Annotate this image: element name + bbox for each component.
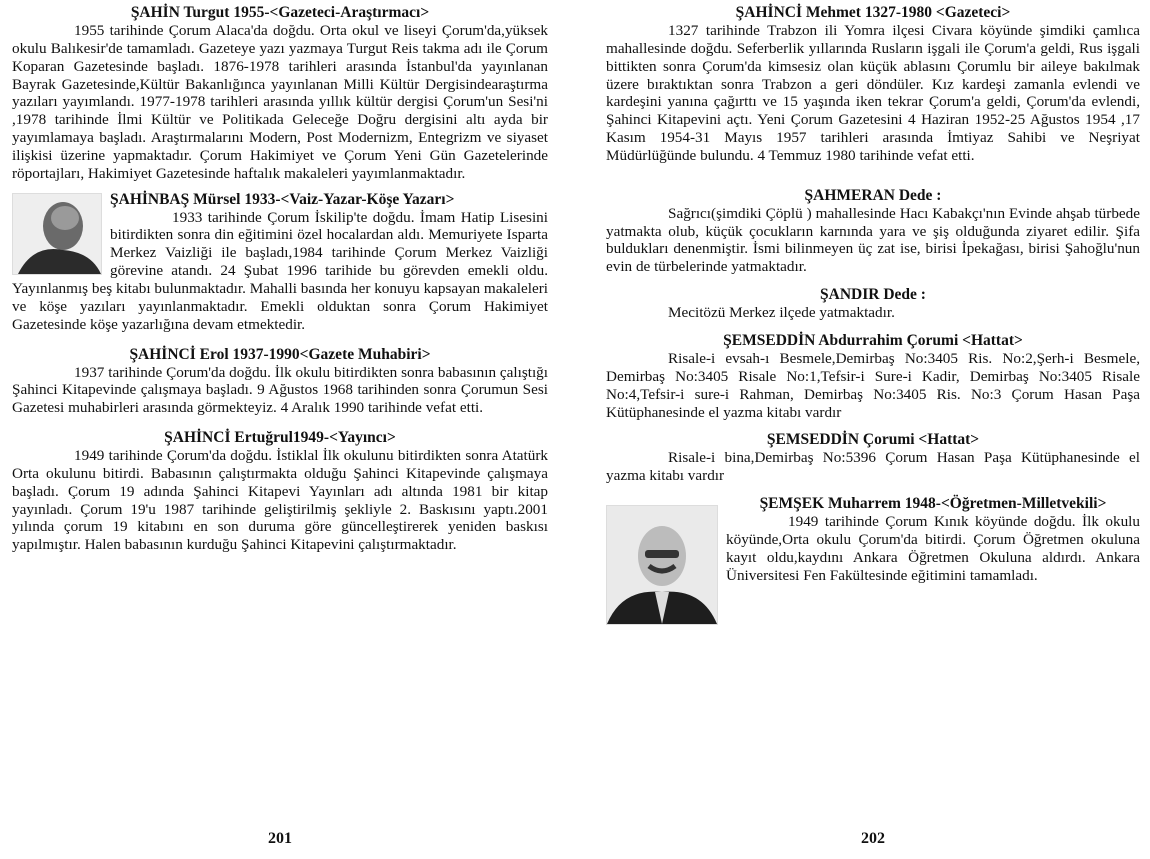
entry-heading: ŞAHİNCİ Mehmet 1327-1980 <Gazeteci> — [735, 4, 1011, 21]
entry-text: 1955 tarihinde Çorum Alaca'da doğdu. Orta okul ve liseyi Çorum'da,yüksek okulu Balıkesir'de tamamladı. Gazeteye yazı yazmaya Turgut Reis takma adı ile Çorum Koparan Gazetesinde başladı. 1876-1978 tarihleri arasında İstanbul'da yayınlanan Bayrak Gazetesinde,Kültür Bakanlığınca yayınlanan Milli Kültür Dergisindearaştırma yazıları yayımlandı. 1977-1978 tarihleri arasında yıllık kültür dergisi Çorum'un Sesi'ni ,1978 tarihinde İlmi Kültür ve Politikada Geleceğe Doğru dergisini altı ayda bir yayımlamaya başladı. Araştırmalarını Modern, Post Modernizm, Entegrizm ve siyaset ilişkisi üzerine yapmaktadır. Çorum Hakimiyet ve Çorum Yeni Gün Gazetelerinde röportajları, Hakimiyet Gazetesinde haftalık makaleleri yayımlanmaktadır. — [12, 22, 548, 182]
entry-sahinci-mehmet — [606, 4, 1140, 165]
entry-text: Mecitözü Merkez ilçede yatmaktadır. — [668, 304, 895, 322]
entry-sahmeran-dede — [606, 187, 1140, 276]
entry-heading: ŞAHİNCİ Erol 1937-1990<Gazete Muhabiri> — [129, 345, 431, 363]
entry-sandir-dede — [606, 286, 1140, 322]
entry-heading: ŞEMSEDDİN Çorumi <Hattat> — [766, 431, 980, 449]
page-number: 202 — [861, 830, 885, 847]
entry-heading: ŞAHİN Turgut 1955-<Gazeteci-Araştırmacı> — [130, 4, 430, 21]
entry-text: 1949 tarihinde Çorum'da doğdu. İstiklal İlk okulunu bitirdikten sonra Atatürk Orta okulunu bitirdi. Babasının çalıştırmakta olduğu Şahinci Kitapevinde çalışmaya başladı. Çorum 19 adında Şahinci Kitapevi Yayınları adı altında 1981 bir kitap yayınladı. Çorum 19'u 1987 tarihinde geliştirilmiş şekliyle 2. Baskısını yaptı.2001 yılında çorum 19 kitabını en son duruma göre güncelleştirerek yeniden baskısı yapılmıştır. Halen babasının kurduğu Şahinci Kitapevini çalıştırmaktadır. — [12, 447, 548, 554]
entry-heading: ŞANDIR Dede : — [820, 286, 926, 304]
portrait-photo — [12, 193, 102, 275]
entry-text: 1937 tarihinde Çorum'da doğdu. İlk okulu bitirdikten sonra babasının çalıştığı Şahinci Kitapevinde çalışmaya başladı. 9 Ağustos 1968 tarihinden sonra Çorumun Sesi Gazetesi muhabirleri arasında görmekteyiz. 4 Aralık 1990 tarihinde vefat etti. — [12, 363, 548, 417]
portrait-photo — [606, 505, 718, 625]
entry-semseddin-abdurrahim — [606, 332, 1140, 421]
entry-sahinbas-mursel — [12, 191, 548, 334]
entry-heading: ŞAHMERAN Dede : — [804, 186, 942, 204]
entry-sahin-turgut — [12, 4, 548, 183]
entry-heading: ŞEMŞEK Muharrem 1948-<Öğretmen-Milletvekili> — [759, 495, 1107, 513]
entry-text: 1933 tarihinde Çorum İskilip'te doğdu. İmam Hatip Lisesini bitirdikten sonra din eğitimini özel hocalardan aldı. Memuriyete Isparta Merkez Vaizliği ile başladı,1984 tarihinde Çorum Merkez Vaizliği görevine atandı. 24 Şubat 1996 tarihide bu görevden emekli oldu. Yayınlanmış beş kitabı bulunmaktadır. Mahalli basında her konuyu kapsayan makaleleri ve köşe yazıları yayınlanmaktadır. Emekli olduktan sonra Çorum Hakimiyet Gazetesinde köşe yazarlığına devam etmektedir. — [12, 208, 548, 333]
entry-sahinci-ertugrul — [12, 429, 548, 554]
entry-text: Sağrıcı(şimdiki Çöplü ) mahallesinde Hacı Kabakçı'nın Evinde ahşab türbede yatmakta olub, küçük çocukların karnında yara ve şiş olduğunda ziyaret edilir. Şifa buldukları denenmiştir. İsmi bilinmeyen üç zat ise, birisi İpekağası, birisi Şahoğlu'nun evin de türbelerinde yatmaktadır. — [606, 204, 1140, 276]
entry-text: Risale-i bina,Demirbaş No:5396 Çorum Hasan Paşa Kütüphanesinde el yazma kitabı vardır — [606, 449, 1140, 485]
right-page — [606, 4, 1140, 854]
left-page — [12, 4, 548, 854]
entry-semsek-muharrem — [606, 495, 1140, 627]
entry-text: 1327 tarihinde Trabzon ili Yomra ilçesi Civara köyünde şimdiki çamlıca mahallesinde doğdu. Seferberlik yıllarında Rusların işgali ile Çorum'a geldi, Rus işgali bittikten sonra Çorum'da kimsesiz olan küçük ablasını Çorumlu bir aileye bakılmak üzere bıraktıktan sonra Trabzon a geri döndüler. Kız kardeşi zamanla evlendi ve kardeşini yanına çağırttı ve 15 yaşında iken tekrar Çorum'a geldi, Çorum'da evlendi, Şahinci Kitapevini açtı. Yeni Çorum Gazetesini 4 Haziran 1952-25 Ağustos 1954 ,17 Kasım 1954-31 Mayıs 1957 tarihleri arasında İmtiyaz Sahibi ve Neşriyat Müdürlüğünde bulundu. 4 Temmuz 1980 tarihinde vefat etti. — [606, 22, 1140, 164]
portrait-man-icon — [607, 506, 717, 624]
entry-heading: ŞAHİNBAŞ Mürsel 1933-<Vaiz-Yazar-Köşe Yazarı> — [110, 190, 455, 208]
entry-semseddin-corumi — [606, 431, 1140, 485]
entry-sahinci-erol — [12, 346, 548, 418]
entry-heading: ŞAHİNCİ Ertuğrul1949-<Yayıncı> — [164, 429, 396, 447]
entry-heading: ŞEMSEDDİN Abdurrahim Çorumi <Hattat> — [723, 331, 1023, 349]
portrait-man-icon — [13, 194, 101, 274]
entry-text: 1949 tarihinde Çorum Kınık köyünde doğdu. İlk okulu köyünde,Orta okulu Çorum'da bitirdi. Çorum Öğretmen okuluna kayıt oldu,kaydını Ankara Öğretmen Okuluna aldırdı. Ankara Üniversitesi Fen Fakültesinde eğitimini tamamladı. — [726, 513, 1140, 584]
page-number: 201 — [268, 830, 292, 847]
entry-text: Risale-i evsah-ı Besmele,Demirbaş No:3405 Ris. No:2,Şerh-i Besmele, Demirbaş No:3405 Risale No:1,Tefsir-i Sure-i Kadir, Demirbaş No:3405 Risale No:4,Tefsir-i sure-i Rahman, Demirbaş No:3405 Ris. No:3 Çorum Hasan Paşa Kütüphanesinde el yazma kitabı vardır — [606, 349, 1140, 421]
